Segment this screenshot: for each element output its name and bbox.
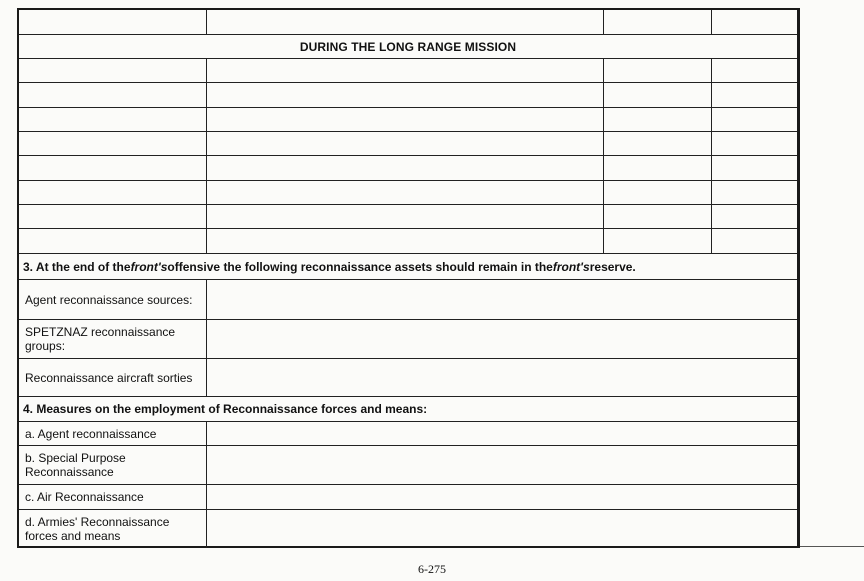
section-4-title: 4. Measures on the employment of Reconnaissance forces and means:	[23, 402, 428, 416]
long-range-mission-heading: DURING THE LONG RANGE MISSION	[299, 39, 517, 54]
agent-reconnaissance-sources-label: Agent reconnaissance sources:	[25, 292, 193, 307]
agent-reconnaissance-label: a. Agent reconnaissance	[25, 426, 157, 441]
air-reconnaissance-label: c. Air Reconnaissance	[25, 490, 144, 504]
armies-reconnaissance-label: d. Armies' Reconnaissance forces and means	[25, 515, 170, 543]
table-row	[19, 132, 797, 156]
table-row	[19, 280, 797, 320]
page-number: 6-275	[418, 562, 446, 576]
spetznaz-groups-label: SPETZNAZ reconnaissance groups:	[25, 325, 176, 353]
reconnaissance-form-table	[17, 8, 800, 548]
table-row	[19, 181, 797, 205]
table-row	[19, 485, 797, 510]
long-range-mission-heading-row	[19, 35, 797, 59]
section-3-header-row	[19, 254, 797, 280]
table-row	[19, 156, 797, 181]
table-row	[19, 59, 797, 83]
table-row	[19, 83, 797, 108]
section-3-title: 3. At the end of the front's offensive the following reconnaissance assets should remain in the front's reserve.	[23, 259, 636, 274]
section-4-header-row	[19, 397, 797, 422]
margin-rule	[800, 546, 864, 547]
table-row	[19, 229, 797, 254]
table-row	[19, 10, 797, 35]
table-row	[19, 446, 797, 485]
table-row	[19, 359, 797, 397]
table-row	[19, 205, 797, 229]
table-row	[19, 510, 797, 548]
table-row	[19, 108, 797, 132]
table-row	[19, 320, 797, 359]
aircraft-sorties-label: Reconnaissance aircraft sorties	[25, 370, 193, 385]
table-row	[19, 422, 797, 446]
special-purpose-reconnaissance-label: b. Special Purpose Reconnaissance	[25, 451, 126, 479]
